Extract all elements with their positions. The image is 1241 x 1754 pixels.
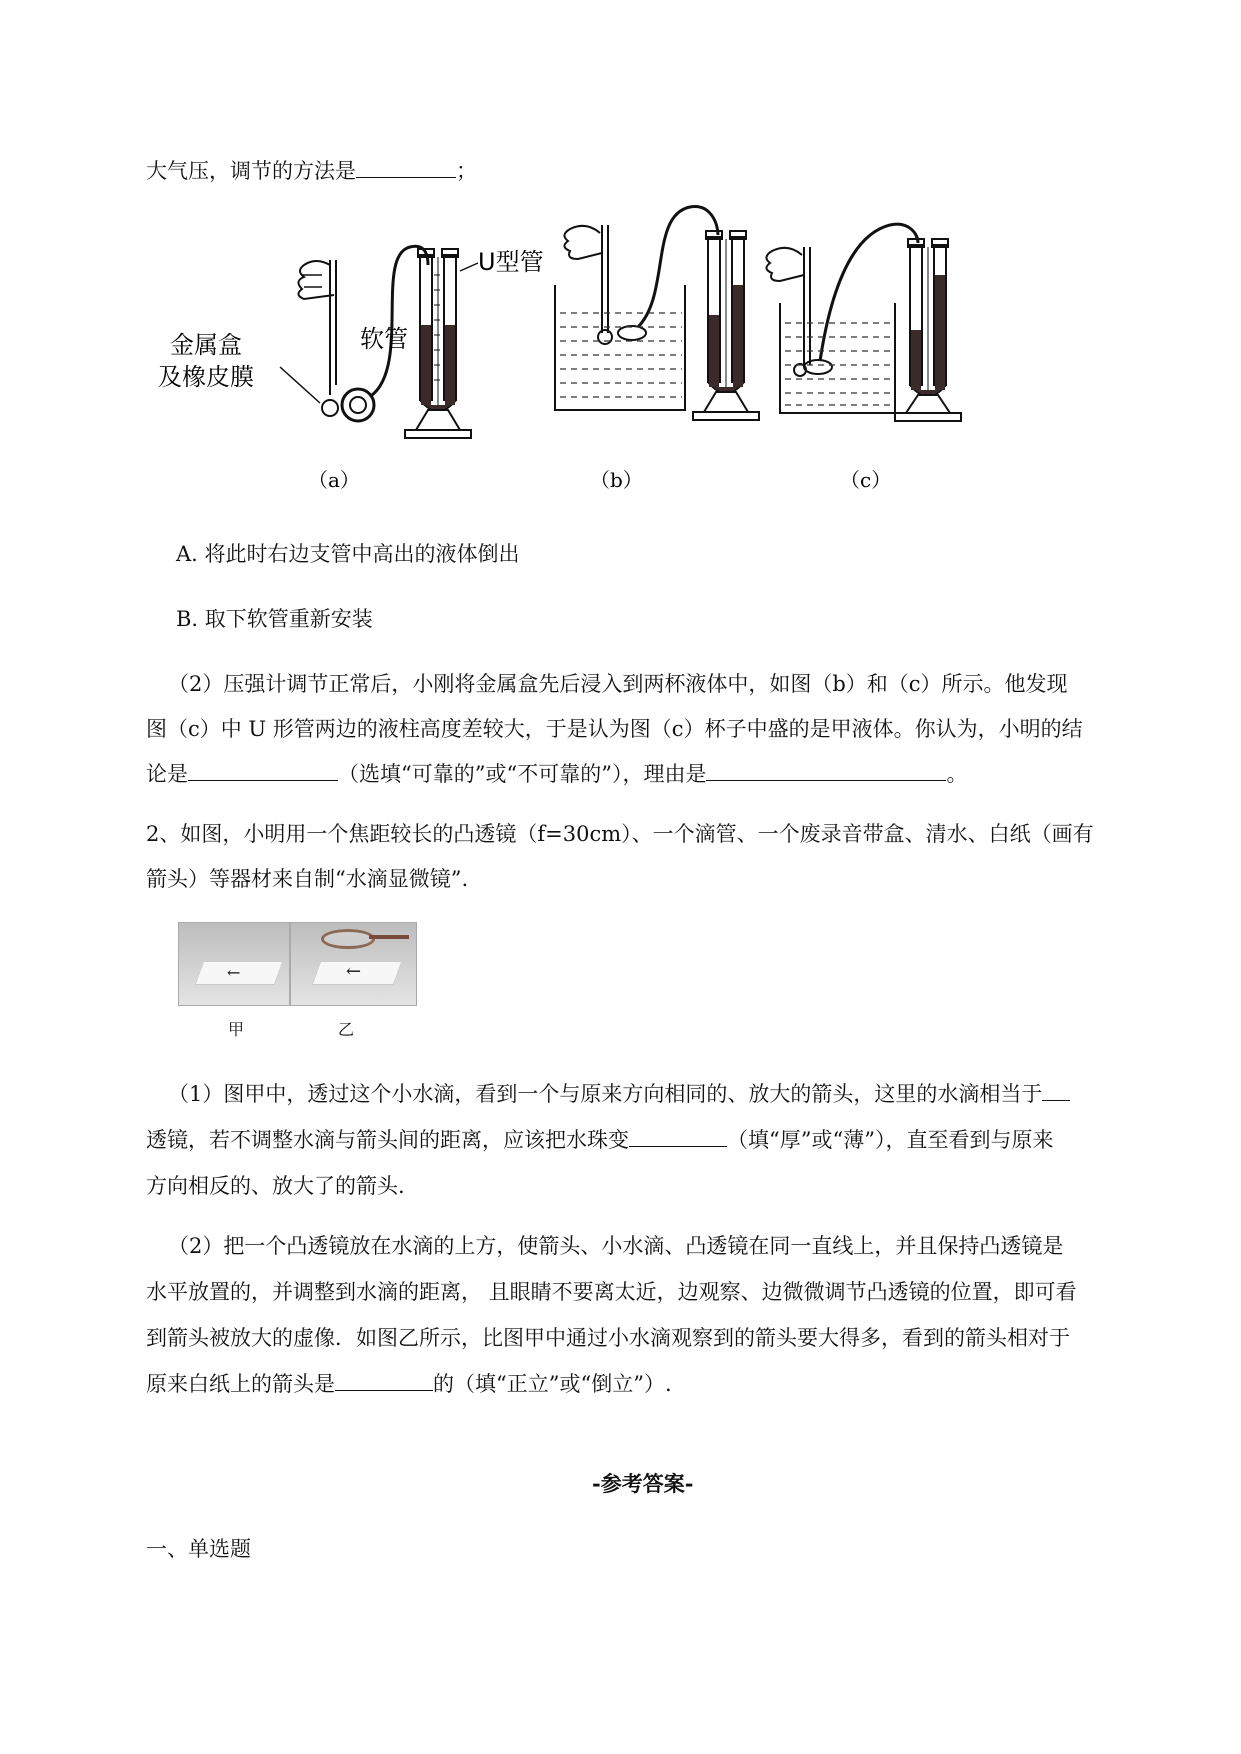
q2-part1-line2: 透镜，若不调整水滴与箭头间的距离，应该把水珠变 （填“厚”或“薄”），直至看到与原来 — [146, 1128, 1054, 1152]
caption-a: （a） — [308, 468, 360, 492]
option-a: A. 将此时右边支管中高出的液体倒出 — [176, 542, 520, 566]
photo-jia — [178, 922, 290, 1006]
caption-jia: 甲 — [228, 1020, 245, 1039]
figure-c-stand — [895, 395, 961, 421]
answers-title: -参考答案- — [592, 1471, 694, 1496]
figure-b-stand — [693, 392, 759, 420]
caption-b: （b） — [590, 468, 643, 492]
figure-a-stand — [405, 410, 471, 438]
q2-part2-line1: （2）把一个凸透镜放在水滴的上方，使箭头、小水滴、凸透镜在同一直线上，并且保持凸透镜是 — [168, 1234, 1064, 1258]
arrow-icon: ← — [227, 963, 241, 982]
u-tube-label: U型管 — [478, 248, 544, 276]
q1-part2-line3: 论是 （选填“可靠的”或“不可靠的”），理由是 。 — [146, 762, 968, 786]
answer-blank — [706, 760, 946, 781]
figure-a-scale-ticks — [434, 275, 440, 380]
figure-b-water — [560, 313, 682, 397]
answer-blank — [629, 1126, 727, 1147]
lens-handle — [369, 935, 409, 939]
hose-label: 软管 — [360, 325, 408, 353]
metal-box-label-1: 金属盒 — [170, 331, 242, 359]
answer-blank — [1042, 1080, 1070, 1101]
answer-blank — [356, 157, 456, 178]
q2-line2: 箭头）等器材来自制“水滴显微镜”. — [146, 867, 469, 891]
caption-yi: 乙 — [338, 1020, 355, 1039]
q2-part2-line2: 水平放置的，并调整到水滴的距离， 且眼睛不要离太近，边观察、边微微调节凸透镜的位置，即可看 — [146, 1280, 1077, 1304]
q2-part2-line3: 到箭头被放大的虚像．如图乙所示，比图甲中通过小水滴观察到的箭头要大得多，看到的箭头相对于 — [146, 1326, 1070, 1350]
section-heading: 一、单选题 — [146, 1537, 251, 1561]
question-tail: 大气压，调节的方法是 ； — [146, 159, 477, 183]
caption-c: （c） — [840, 468, 892, 492]
q1-part2-line1: （2）压强计调节正常后，小刚将金属盒先后浸入到两杯液体中，如图（b）和（c）所示。他发现 — [168, 672, 1068, 696]
arrow-icon: ← — [346, 961, 362, 982]
q1-part2-line2: 图（c）中 U 形管两边的液柱高度差较大，于是认为图（c）杯子中盛的是甲液体。你认为，小明的结 — [146, 717, 1083, 741]
q2-line1: 2、如图，小明用一个焦距较长的凸透镜（f=30cm）、一个滴管、一个废录音带盒、清水、白纸（画有 — [146, 822, 1094, 846]
photo-yi — [290, 922, 417, 1006]
q2-part2-line4: 原来白纸上的箭头是 的（填“正立”或“倒立”）. — [146, 1372, 672, 1396]
metal-box-label-2: 及橡皮膜 — [158, 363, 254, 391]
option-b: B. 取下软管重新安装 — [176, 607, 373, 631]
metal-box-pointer — [280, 367, 320, 403]
lens — [321, 929, 375, 949]
pressure-gauge-figure — [158, 215, 1030, 510]
q2-part1-line3: 方向相反的、放大了的箭头. — [146, 1174, 405, 1198]
answer-blank — [335, 1370, 433, 1391]
answer-blank — [188, 760, 338, 781]
u-tube-pointer — [460, 263, 478, 271]
q2-part1-line1: （1）图甲中，透过这个小水滴，看到一个与原来方向相同的、放大的箭头，这里的水滴相当于 — [168, 1080, 1070, 1108]
